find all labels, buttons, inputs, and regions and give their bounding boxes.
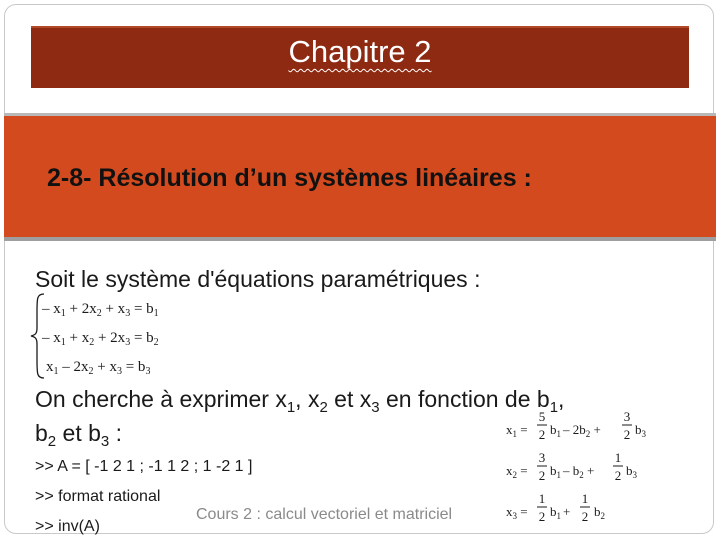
svg-text:2: 2 [538,468,546,483]
equation-2: – $x_1 + x_2 + 2x_3 = b_2$ [42,330,159,348]
svg-text:2: 2 [623,427,631,442]
goal-line-1: On cherche à exprimer $x_1$, $x_2$ et $x_3$ en fonction de $b_1$, [35,386,565,416]
svg-text:1: 1 [538,491,546,506]
svg-text:5: 5 [538,409,546,424]
equation-system [28,292,228,380]
svg-text:2: 2 [538,509,546,524]
svg-text:x2 =: $x_2$ = [506,463,528,480]
intro-text: Soit le système d'équations paramétriques : [35,266,481,292]
section-heading: 2-8- Résolution d’un systèmes linéaires : [47,164,532,192]
svg-text:x3 =: $x_3$ = [506,504,528,521]
code-line-format: >> format rational [35,488,161,505]
svg-text:1: 1 [581,491,589,506]
code-line-matrix: >> A = [ -1 2 1 ; -1 1 2 ; 1 -2 1 ] [35,458,253,475]
solution-x3 [500,490,625,530]
svg-text:1: 1 [614,450,622,465]
code-line-inv: >> inv(A) [35,518,100,535]
solution-x1 [500,408,660,448]
svg-text:b3: $b_3$ [635,422,646,439]
slide-footer: Cours 2 : calcul vectoriel et matriciel [196,506,453,523]
goal-line-2: $b_2$ et $b_3$ : [35,420,123,450]
svg-text:x1 =: $x_1$ = [506,422,528,439]
equation-3: $x_1 - 2x_2 + x_3 = b_3$ [46,359,151,377]
svg-text:b1– 2b2 +: $b_1 - 2b_2$ + [550,422,601,439]
solution-x2 [500,449,640,489]
svg-text:b1+: $b_1$ + [550,504,571,521]
svg-text:2: 2 [538,427,546,442]
svg-text:b1– b2 +: $b_1 - b_2$ + [550,463,595,480]
svg-text:b3: $b_3$ [626,463,637,480]
svg-text:3: 3 [538,450,546,465]
svg-text:3: 3 [623,409,631,424]
slide-title: Chapitre 2 [288,34,432,69]
svg-text:2: 2 [614,468,622,483]
svg-text:b2: $b_2$ [594,504,605,521]
equation-1: – $x_1 + 2x_2 + x_3 = b_1$ [42,301,159,319]
svg-text:2: 2 [581,509,589,524]
